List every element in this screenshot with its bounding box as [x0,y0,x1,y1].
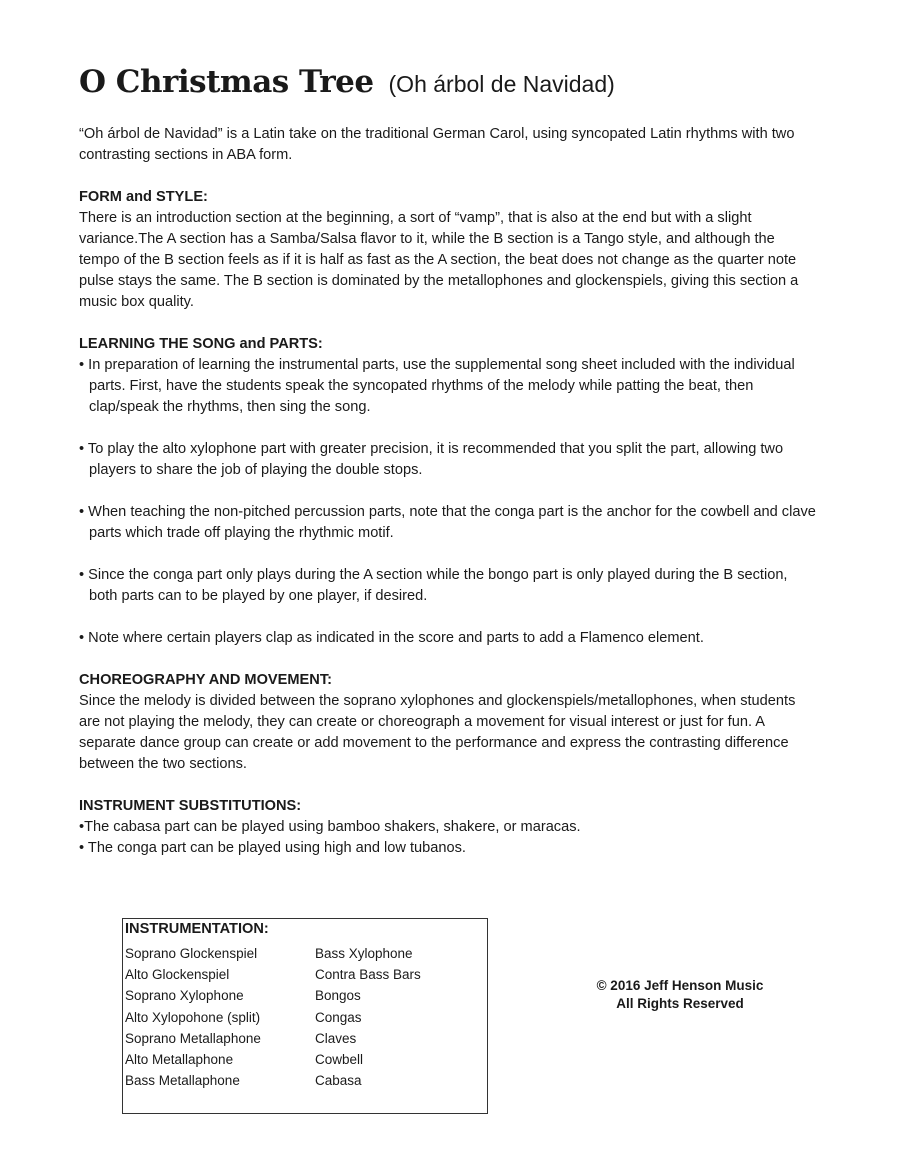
instrument-item: Alto Glockenspiel [125,967,230,983]
copyright-line: © 2016 Jeff Henson Music [596,978,764,993]
document-body [79,124,819,859]
instrument-item: Bass Metallaphone [125,1073,240,1089]
instrument-list-right [315,943,421,1091]
instrument-item: Cowbell [315,1052,364,1068]
copyright-notice [560,977,800,1013]
instrument-item: Contra Bass Bars [315,967,421,983]
title-subtitle: (Oh árbol de Navidad) [388,71,615,97]
learning-bullet-1: • In preparation of learning the instrumental parts, use the supplemental song sheet included with the individual parts. First, have the students speak the syncopated rhythms of the melody while patting the beat, then clap/speak the rhythms, then sing the song. [79,357,795,415]
instrument-item: Alto Xylopohone (split) [125,1009,261,1025]
choreography-paragraph: Since the melody is divided between the soprano xylophones and glockenspiels/metallophones, when students are not playing the melody, they can create or choreograph a movement for visual interest or just for fun. A separate dance group can create or add movement to the performance and express the contrasting difference between the two sections. [79,693,796,772]
instrument-item: Soprano Xylophone [125,988,244,1004]
learning-bullet-5: • Note where certain players clap as indicated in the score and parts to add a Flamenco element. [79,630,704,646]
learning-bullet-4: • Since the conga part only plays during the A section while the bongo part is only played during the B section, both parts can to be played by one player, if desired. [79,567,788,604]
substitutions-heading: INSTRUMENT SUBSTITUTIONS: [79,798,302,814]
learning-heading: LEARNING THE SONG and PARTS: [79,336,323,352]
learning-bullet-3: • When teaching the non-pitched percussion parts, note that the conga part is the anchor for the cowbell and clave parts which trade off playing the rhythmic motif. [79,504,816,541]
instrument-item: Bass Xylophone [315,946,413,961]
substitution-line-1: •The cabasa part can be played using bamboo shakers, shakere, or maracas. [79,819,581,835]
instrument-item: Congas [315,1009,362,1025]
instrumentation-heading: INSTRUMENTATION: [125,921,269,937]
choreography-heading: CHOREOGRAPHY AND MOVEMENT: [79,672,332,688]
page-title [79,63,615,100]
substitution-line-2: • The conga part can be played using high and low tubanos. [79,840,466,856]
instrument-item: Alto Metallaphone [125,1052,234,1068]
intro-paragraph: “Oh árbol de Navidad” is a Latin take on the traditional German Carol, using syncopated Latin rhythms with two contrasting sections in ABA form. [79,126,795,163]
instrument-item: Soprano Metallaphone [125,1030,261,1046]
instrumentation-box [122,918,488,1114]
instrument-item: Cabasa [315,1073,362,1089]
form-style-paragraph: There is an introduction section at the beginning, a sort of “vamp”, that is also at the end but with a slight variance.The A section has a Samba/Salsa flavor to it, while the B section is a Tango style, and although the tempo of the B section feels as if it is half as fast as the A section, the beat does not change as the quarter note pulse stays the same. The B section is dominated by the metallophones and glockenspiels, giving this section a music box quality. [79,210,799,310]
instrument-item: Claves [315,1030,357,1046]
instrument-list-left [125,943,261,1091]
learning-bullet-2: • To play the alto xylophone part with greater precision, it is recommended that you split the part, allowing two players to share the job of playing the double stops. [79,441,784,478]
rights-line: All Rights Reserved [616,996,744,1011]
title-main: O Christmas Tree [79,64,374,100]
instrument-item: Soprano Glockenspiel [125,946,258,961]
instrument-item: Bongos [315,988,361,1004]
form-style-heading: FORM and STYLE: [79,189,208,205]
